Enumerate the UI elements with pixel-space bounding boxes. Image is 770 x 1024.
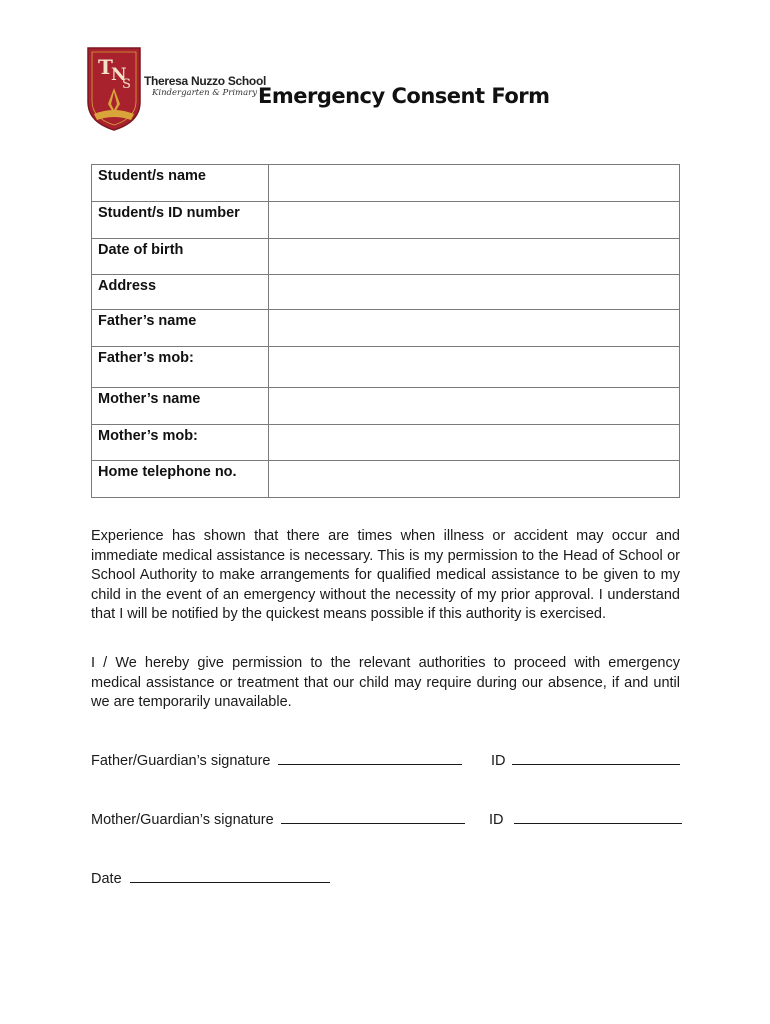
mother-mobile-field[interactable] (269, 425, 680, 461)
mother-name-field[interactable] (269, 388, 680, 425)
table-row (92, 425, 680, 461)
permission-paragraph: I / We hereby give permission to the relevant authorities to proceed with emergency medical assistance or treatment that our child may require during our absence, if and until we are temporarily unavailable. (91, 655, 680, 711)
table-row (92, 275, 680, 310)
id-label: ID (489, 812, 504, 828)
table-row (92, 461, 680, 498)
mother-signature-line[interactable] (281, 811, 465, 824)
consent-paragraph: Experience has shown that there are times when illness or accident may occur and immediate medical assistance is necessary. This is my permission to the Head of School or School Authority to make arrangements for qualified medical assistance to be given to my child in the event of an emergency without the necessity of my prior approval. I understand that I will be notified by the quickest means possible if this authority is exercised. (91, 528, 680, 623)
father-id-row (491, 752, 680, 769)
school-name: Theresa Nuzzo School (144, 74, 267, 88)
table-row (92, 347, 680, 388)
svg-text:T: T (98, 55, 113, 79)
father-signature-label: Father/Guardian’s signature (91, 753, 271, 769)
date-label: Date (91, 871, 122, 887)
field-label: Student/s name (92, 165, 269, 202)
table-row (92, 202, 680, 239)
student-name-field[interactable] (269, 165, 680, 202)
field-label: Father’s mob: (92, 347, 269, 388)
svg-text:S: S (122, 77, 131, 92)
date-row (91, 870, 330, 887)
father-id-line[interactable] (512, 752, 680, 765)
field-label: Home telephone no. (92, 461, 269, 498)
student-id-field[interactable] (269, 202, 680, 239)
id-label: ID (491, 753, 506, 769)
table-row (92, 239, 680, 275)
field-label: Mother’s mob: (92, 425, 269, 461)
field-label: Address (92, 275, 269, 310)
mother-id-row (489, 811, 682, 828)
svg-text:N: N (111, 65, 127, 85)
field-label: Date of birth (92, 239, 269, 275)
form-title: Emergency Consent Form (258, 84, 550, 108)
school-logo (84, 44, 144, 132)
table-row (92, 310, 680, 347)
mother-id-line[interactable] (514, 811, 682, 824)
mother-signature-row (91, 811, 465, 828)
father-name-field[interactable] (269, 310, 680, 347)
field-label: Father’s name (92, 310, 269, 347)
father-signature-row (91, 752, 462, 769)
table-row (92, 388, 680, 425)
school-subtitle: Kindergarten & Primary (152, 88, 258, 98)
date-line[interactable] (130, 870, 330, 883)
address-field[interactable] (269, 275, 680, 310)
student-details-table (91, 164, 680, 498)
father-signature-line[interactable] (278, 752, 462, 765)
field-label: Student/s ID number (92, 202, 269, 239)
table-row (92, 165, 680, 202)
date-of-birth-field[interactable] (269, 239, 680, 275)
school-crest-icon (84, 44, 144, 132)
mother-signature-label: Mother/Guardian’s signature (91, 812, 274, 828)
field-label: Mother’s name (92, 388, 269, 425)
home-telephone-field[interactable] (269, 461, 680, 498)
father-mobile-field[interactable] (269, 347, 680, 388)
